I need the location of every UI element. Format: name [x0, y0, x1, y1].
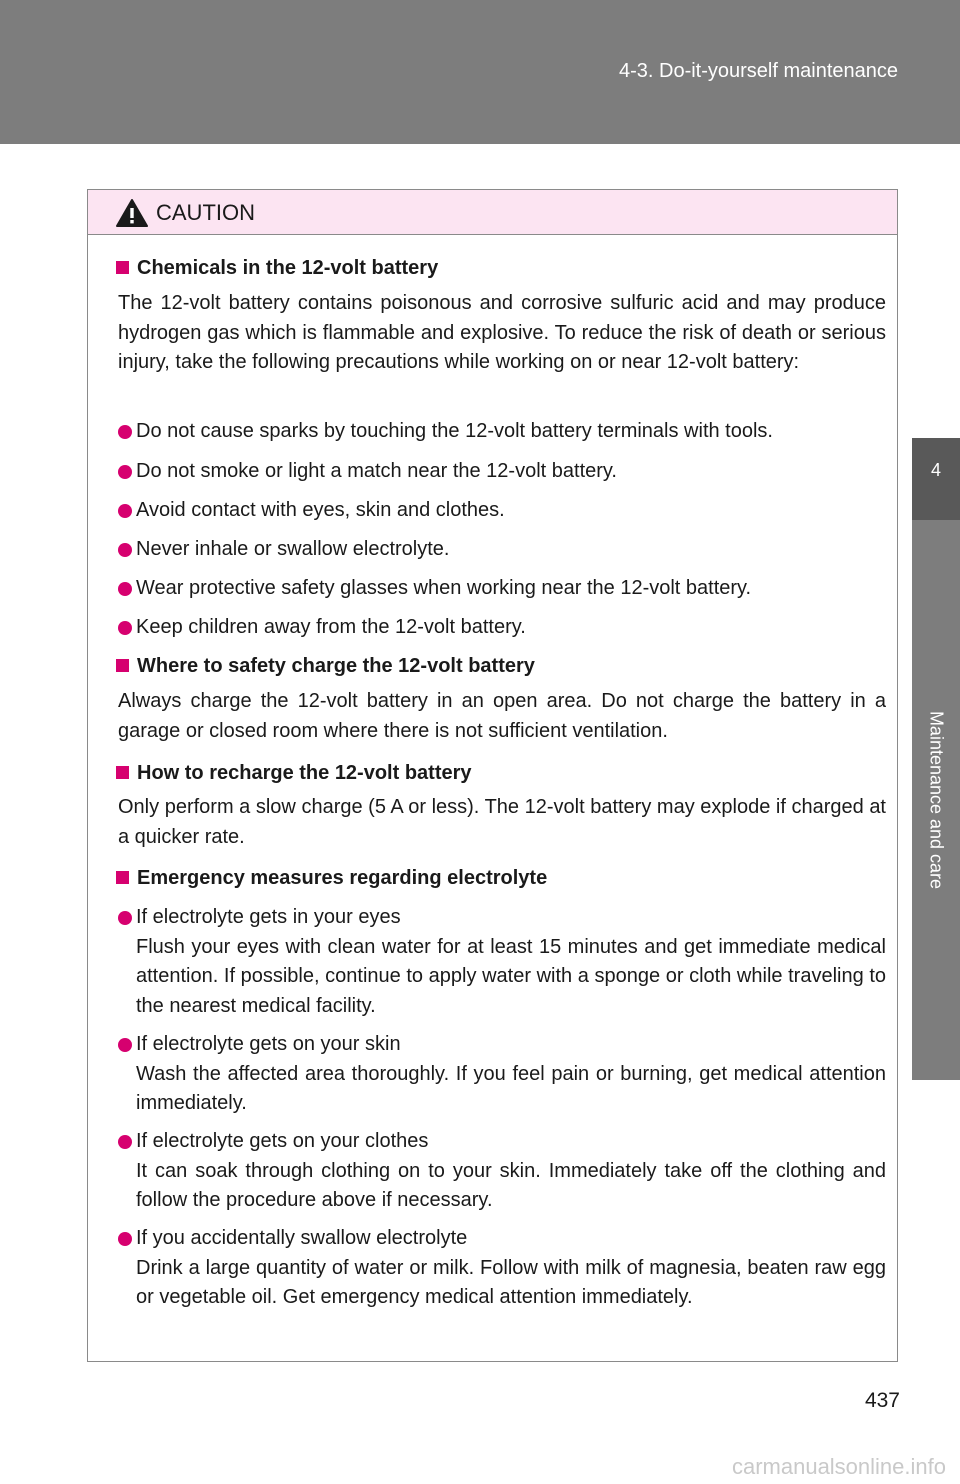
list-item: If electrolyte gets in your eyes Flush your eyes with clean water for at least 15 minutes and get immediate medical attention. If possible, continue to apply water with a sponge or cloth while traveling to the nearest medical facility. [118, 903, 886, 1021]
round-bullet-icon [118, 911, 132, 925]
list-item: If you accidentally swallow electrolyte Drink a large quantity of water or milk. Follow with milk of magnesia, beaten raw egg or vegetable oil. Get emergency medical attention immediately. [118, 1224, 886, 1313]
caution-box [87, 189, 898, 1362]
section-heading: Emergency measures regarding electrolyte [116, 867, 547, 890]
round-bullet-icon [118, 621, 132, 635]
watermark: carmanualsonline.info [731, 1454, 946, 1479]
section-body: Always charge the 12-volt battery in an open area. Do not charge the battery in a garage or closed room where there is not sufficient ventilation. [118, 690, 886, 742]
square-bullet-icon [116, 766, 129, 779]
section-header-title: 4-3. Do-it-yourself maintenance [618, 60, 898, 82]
round-bullet-icon [118, 1232, 132, 1246]
chapter-tab [912, 520, 960, 1080]
round-bullet-icon [118, 465, 132, 479]
round-bullet-icon [118, 425, 132, 439]
chapter-number: 4 [930, 460, 941, 480]
list-item: Avoid contact with eyes, skin and clothes. [118, 496, 886, 526]
round-bullet-icon [118, 1135, 132, 1149]
list-item: If electrolyte gets on your skin Wash the affected area thoroughly. If you feel pain or burning, get medical attention immediately. [118, 1030, 886, 1119]
caution-title: CAUTION [156, 200, 255, 225]
list-item: Keep children away from the 12-volt battery. [118, 613, 886, 643]
chapter-tab-number [912, 438, 960, 520]
list-item: Do not cause sparks by touching the 12-volt battery terminals with tools. [118, 417, 886, 447]
section-body: Only perform a slow charge (5 A or less). The 12-volt battery may explode if charged at a quicker rate. [118, 796, 886, 848]
list-item: If electrolyte gets on your clothes It can soak through clothing on to your skin. Immediately take off the clothing and follow the procedure above if necessary. [118, 1127, 886, 1216]
section-heading: Chemicals in the 12-volt battery [116, 257, 438, 280]
round-bullet-icon [118, 504, 132, 518]
list-item: Do not smoke or light a match near the 12-volt battery. [118, 457, 886, 487]
square-bullet-icon [116, 659, 129, 672]
round-bullet-icon [118, 543, 132, 557]
chapter-label: Maintenance and care [926, 710, 947, 890]
caution-header [88, 190, 897, 235]
round-bullet-icon [118, 582, 132, 596]
list-item: Never inhale or swallow electrolyte. [118, 535, 886, 565]
page-number: 437 [864, 1389, 900, 1412]
square-bullet-icon [116, 871, 129, 884]
section-heading: Where to safety charge the 12-volt battery [116, 655, 535, 678]
round-bullet-icon [118, 1038, 132, 1052]
list-item: Wear protective safety glasses when working near the 12-volt battery. [118, 574, 886, 604]
header-band [0, 0, 960, 144]
section-body: The 12-volt battery contains poisonous and corrosive sulfuric acid and may produce hydrogen gas which is flammable and explosive. To reduce the risk of death or serious injury, take the following precautions while working on or near 12-volt battery: [118, 292, 886, 373]
warning-triangle-icon [115, 198, 149, 228]
section-heading: How to recharge the 12-volt battery [116, 762, 472, 785]
square-bullet-icon [116, 261, 129, 274]
